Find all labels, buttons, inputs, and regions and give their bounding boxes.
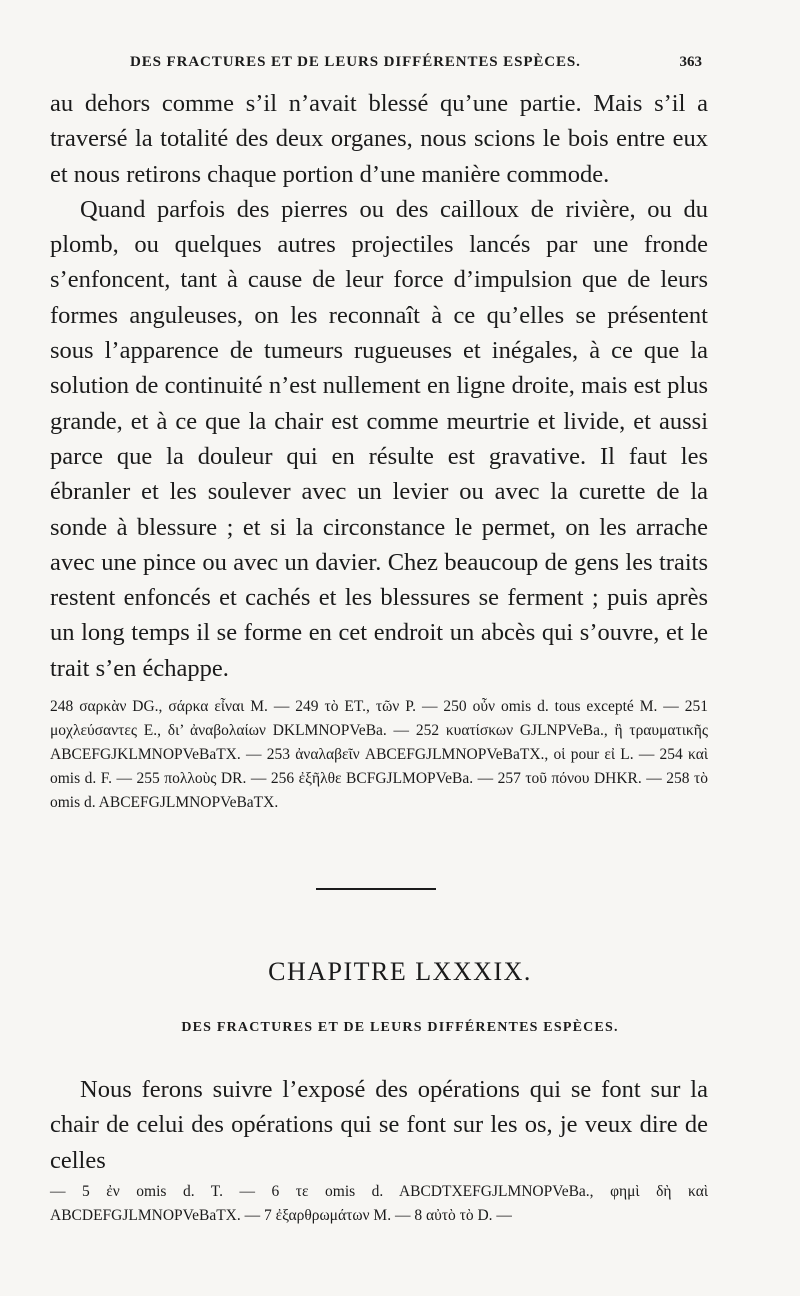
bottom-footnotes (50, 1180, 708, 1228)
running-header (0, 50, 800, 76)
paragraph-projectiles: Quand parfois des pierres ou des cailloux de rivière, ou du plomb, ou quelques autres projectiles lancés par une fronde s’enfoncent, tant à cause de leur force d’impulsion que de leurs formes anguleuses, on les reconnaît à ce qu’elles se présentent sous l’apparence de tumeurs rugueuses et inégales, à ce que la solution de continuité n’est nullement en ligne droite, mais est plus grande, et à ce que la chair est comme meurtrie et livide, et aussi parce que la douleur qui en résulte est gravative. Il faut les ébranler et les soulever avec un levier ou avec la curette de la sonde à blessure ; et si la circonstance le permet, on les arrache avec une pince ou avec un davier. Chez beaucoup de gens les traits restent enfoncés et cachés et les blessures se ferment ; puis après un long temps il se forme en cet endroit un abcès qui s’ouvre, et le trait s’en échappe. (50, 195, 708, 682)
page-number: 363 (679, 54, 702, 70)
footnotes-text: 248 σαρκὰν DG., σάρκα εἶναι M. — 249 τὸ ET., τῶν P. — 250 οὖν omis d. tous excepté M. — 251 μοχλεύσαντες E., δι’ ἀναβολαίων DKLMNOPVeBa. — 252 κυατίσκων GJLNPVeBa., ἢ τραυματικῆς ABCEFGJKLMNOPVeBaTX. — 253 ἀναλαβεῖν ABCEFGJLMNOPVeBaTX., οἱ pour εἰ L. — 254 καὶ omis d. F. — 255 πολλοὺς DR. — 256 ἐξῆλθε BCFGJLMOPVeBa. — 257 τοῦ πόνου DHKR. — 258 τὸ omis d. ABCEFGJLMNOPVeBaTX. (50, 698, 708, 811)
section-divider (316, 888, 436, 890)
chapter-subtitle: DES FRACTURES ET DE LEURS DIFFÉRENTES ESPÈCES. (181, 1020, 619, 1035)
bottom-footnotes-text: — 5 ἐν omis d. T. — 6 τε omis d. ABCDTXEFGJLMNOPVeBa., φημὶ δὴ καὶ ABCDEFGJLMNOPVeBaTX. — 7 ἐξαρθρωμάτων M. — 8 αὐτὸ τὸ D. — (50, 1183, 708, 1224)
chapter-text (50, 1072, 708, 1178)
chapter-title: CHAPITRE LXXXIX. (268, 957, 532, 986)
running-title: DES FRACTURES ET DE LEURS DIFFÉRENTES ESPÈCES. (130, 54, 581, 70)
main-text (50, 86, 708, 686)
chapter-opening-paragraph: Nous ferons suivre l’exposé des opérations qui se font sur la chair de celui des opérations qui se font sur les os, je veux dire de celles (50, 1076, 708, 1174)
footnotes (50, 695, 708, 815)
paragraph-continued: au dehors comme s’il n’avait blessé qu’une partie. Mais s’il a traversé la totalité des deux organes, nous scions le bois entre eux et nous retirons chaque portion d’une manière commode. (50, 90, 708, 188)
